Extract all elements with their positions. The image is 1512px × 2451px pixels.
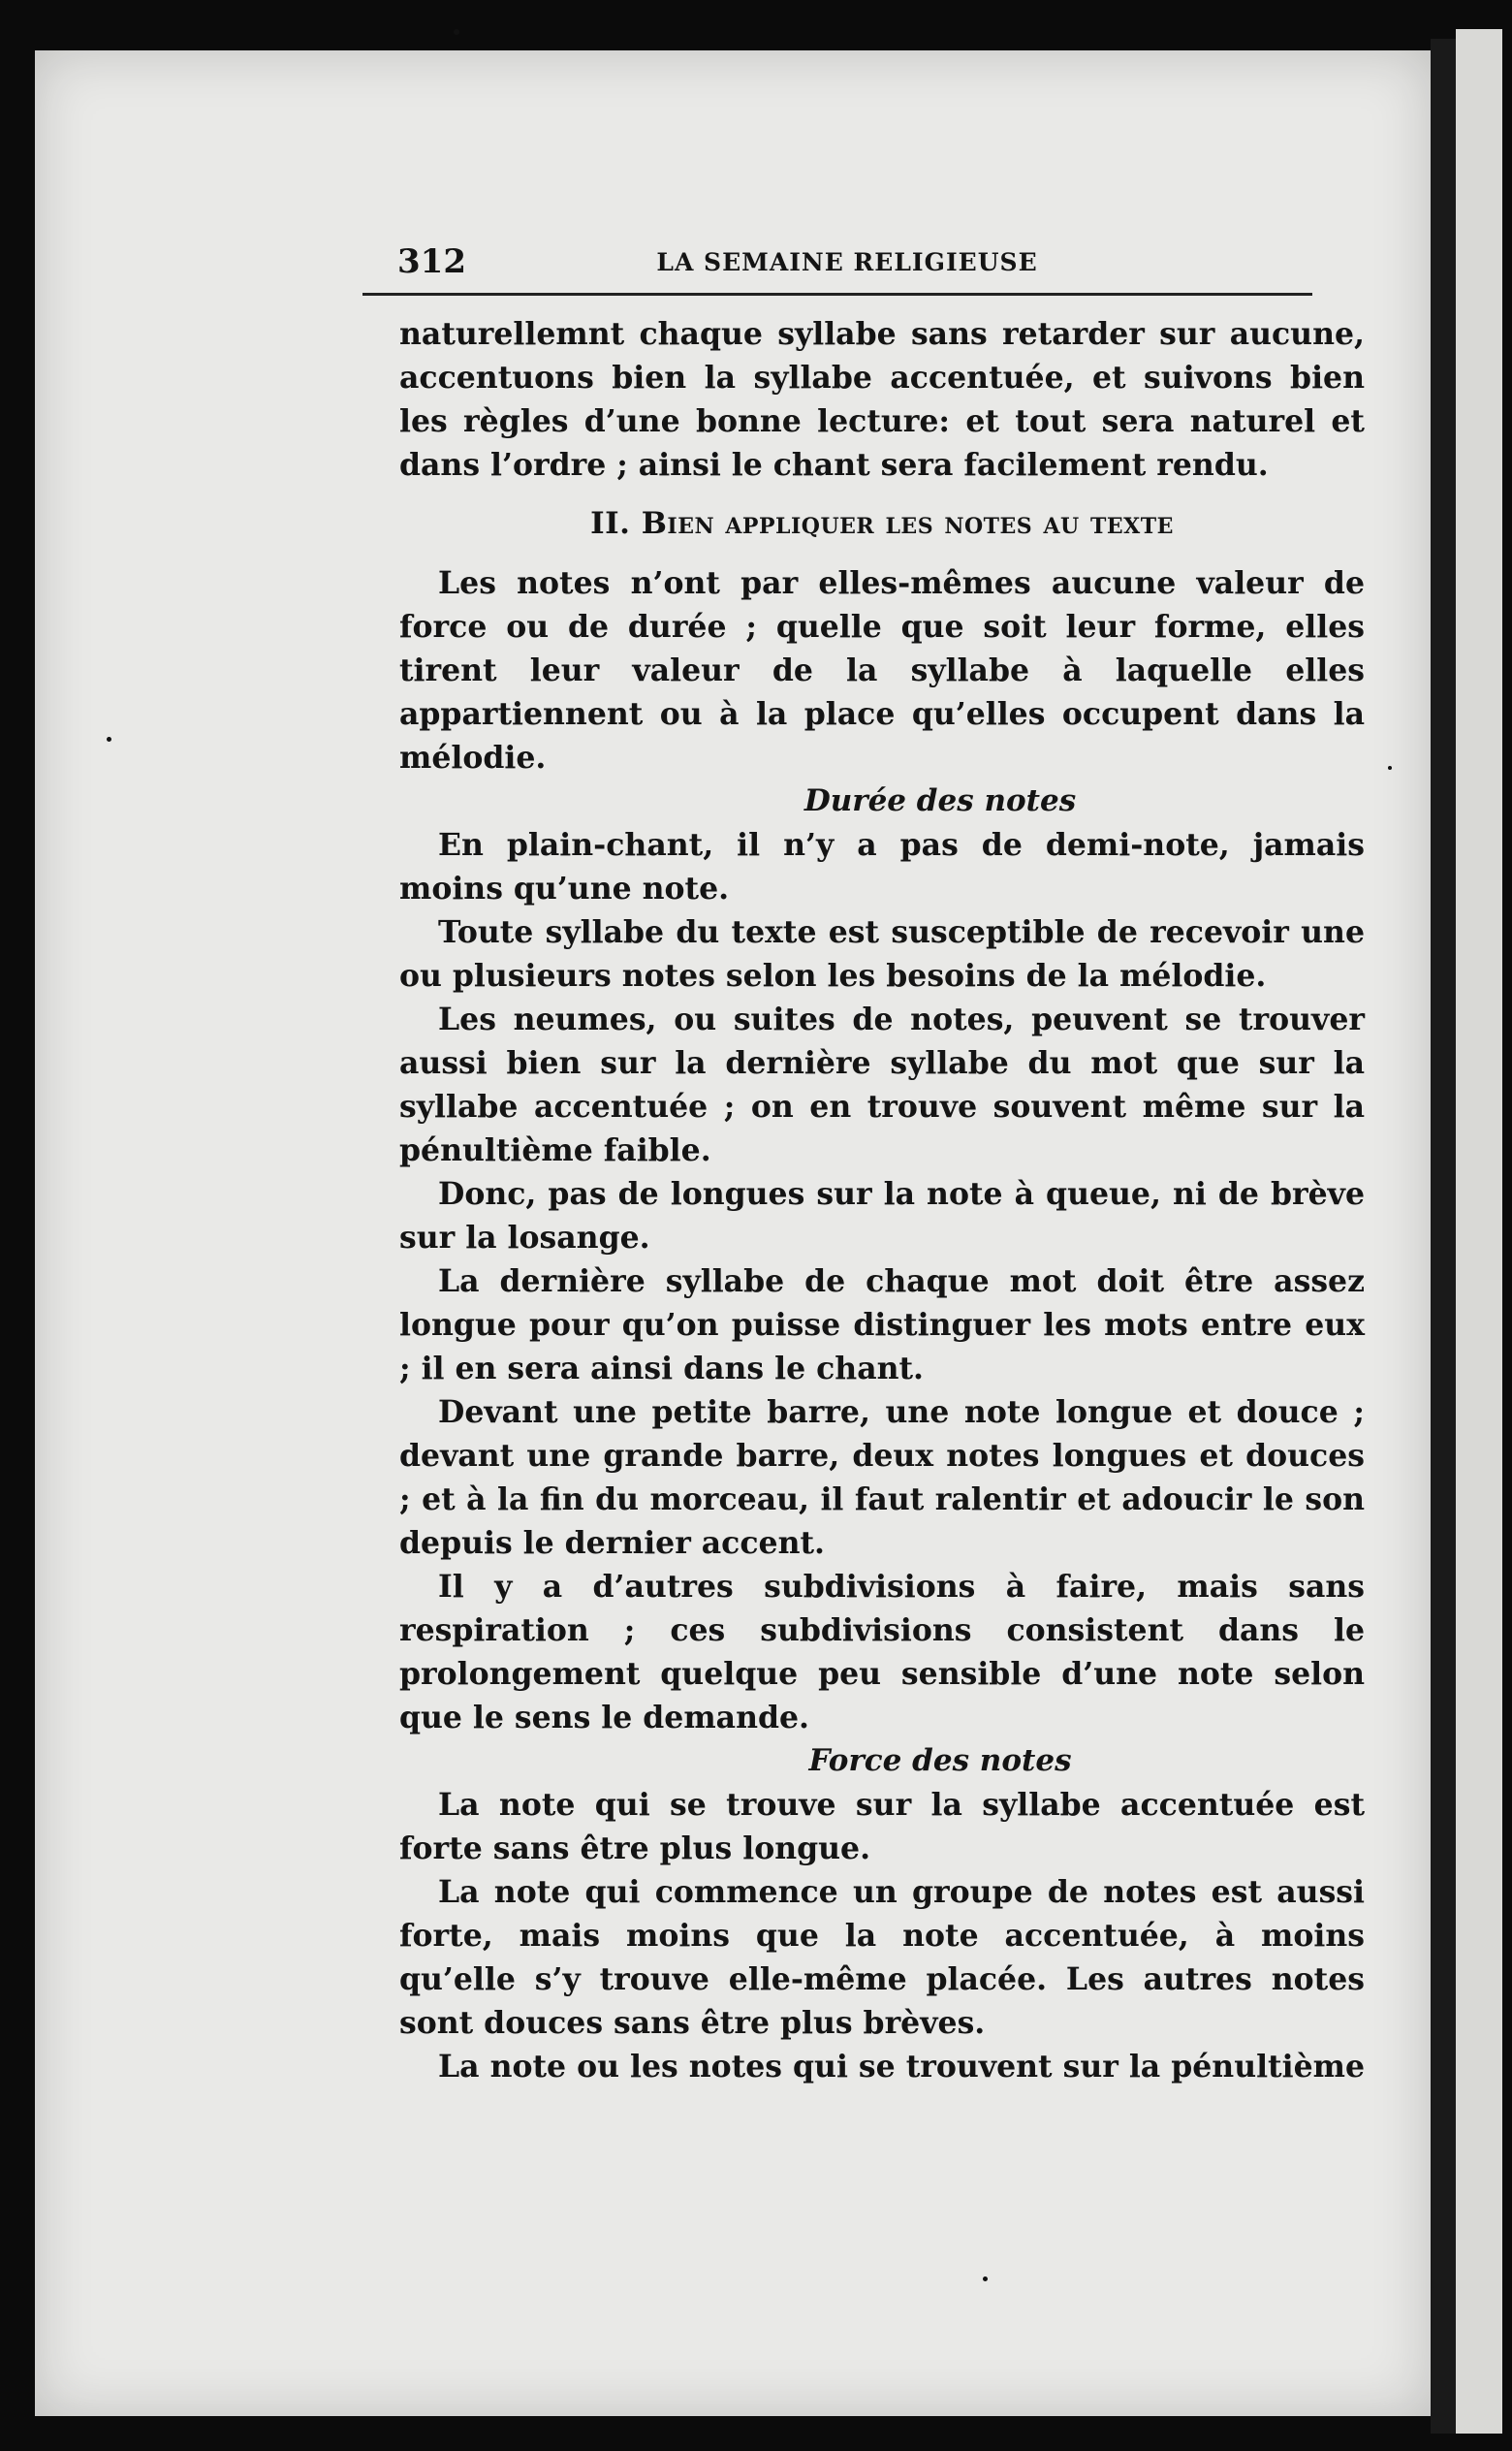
paragraph-syllabe: Toute syllabe du texte est susceptible de recevoir une ou plusieurs notes selon les besoins de la mélodie. bbox=[399, 914, 1365, 994]
dust-speck bbox=[107, 737, 111, 742]
dust-speck bbox=[1388, 766, 1392, 770]
adjacent-page-edge bbox=[1456, 29, 1502, 2434]
subheading-duree: Durée des notes bbox=[803, 783, 1077, 818]
paragraph-barre: Devant une petite barre, une note longue et douce ; devant une grande barre, deux notes longues et douces ; et à la fin du morceau, il faut ralentir et adoucir le son depuis le dernier accent. bbox=[399, 1394, 1365, 1561]
paragraph-penultieme: La note ou les notes qui se trouvent sur la pénultième bbox=[438, 2049, 1365, 2085]
paragraph-accentuee: La note qui se trouve sur la syllabe accentuée est forte sans être plus longue. bbox=[399, 1787, 1365, 1866]
paragraph-plain-chant: En plain-chant, il n’y a pas de demi-note, jamais moins qu’une note. bbox=[399, 827, 1365, 907]
paragraph-groupe: La note qui commence un groupe de notes est aussi forte, mais moins que la note accentuée, à moins qu’elle s’y trouve elle-même placée. Les autres notes sont douces sans être plus brèves. bbox=[399, 1874, 1365, 2041]
paragraph-notes-value: Les notes n’ont par elles-mêmes aucune valeur de force ou de durée ; quelle que soit leur forme, elles tirent leur valeur de la syllabe à laquelle elles appartiennent ou à la place qu’elles occupent dans la mélodie. bbox=[399, 565, 1365, 776]
body-text bbox=[399, 312, 1365, 2088]
intro-paragraph: naturellemnt chaque syllabe sans retarder sur aucune, accentuons bien la syllabe accentuée, et suivons bien les règles d’une bonne lecture: et tout sera naturel et dans l’ordre ; ainsi le chant sera facilement rendu. bbox=[399, 316, 1365, 483]
running-title: LA SEMAINE RELIGIEUSE bbox=[656, 248, 1038, 276]
paragraph-longues: Donc, pas de longues sur la note à queue, ni de brève sur la losange. bbox=[399, 1176, 1365, 1256]
paragraph-derniere-syllabe: La dernière syllabe de chaque mot doit être assez longue pour qu’on puisse distinguer les mots entre eux ; il en sera ainsi dans le chant. bbox=[399, 1263, 1365, 1386]
page-header bbox=[362, 235, 1312, 296]
page-number: 312 bbox=[397, 242, 466, 281]
subheading-force: Force des notes bbox=[808, 1743, 1072, 1778]
dust-speck bbox=[454, 29, 459, 35]
page-gutter-shadow bbox=[1431, 39, 1456, 2434]
paragraph-neumes: Les neumes, ou suites de notes, peuvent se trouver aussi bien sur la dernière syllabe du mot que sur la syllabe accentuée ; on en trouve souvent même sur la pénultième faible. bbox=[399, 1002, 1365, 1168]
section-heading: II. Bien appliquer les notes au texte bbox=[590, 506, 1174, 541]
dust-speck bbox=[983, 2276, 988, 2281]
paragraph-subdivisions: Il y a d’autres subdivisions à faire, mais sans respiration ; ces subdivisions consistent dans le prolongement quelque peu sensible d’une note selon que le sens le demande. bbox=[399, 1569, 1365, 1735]
